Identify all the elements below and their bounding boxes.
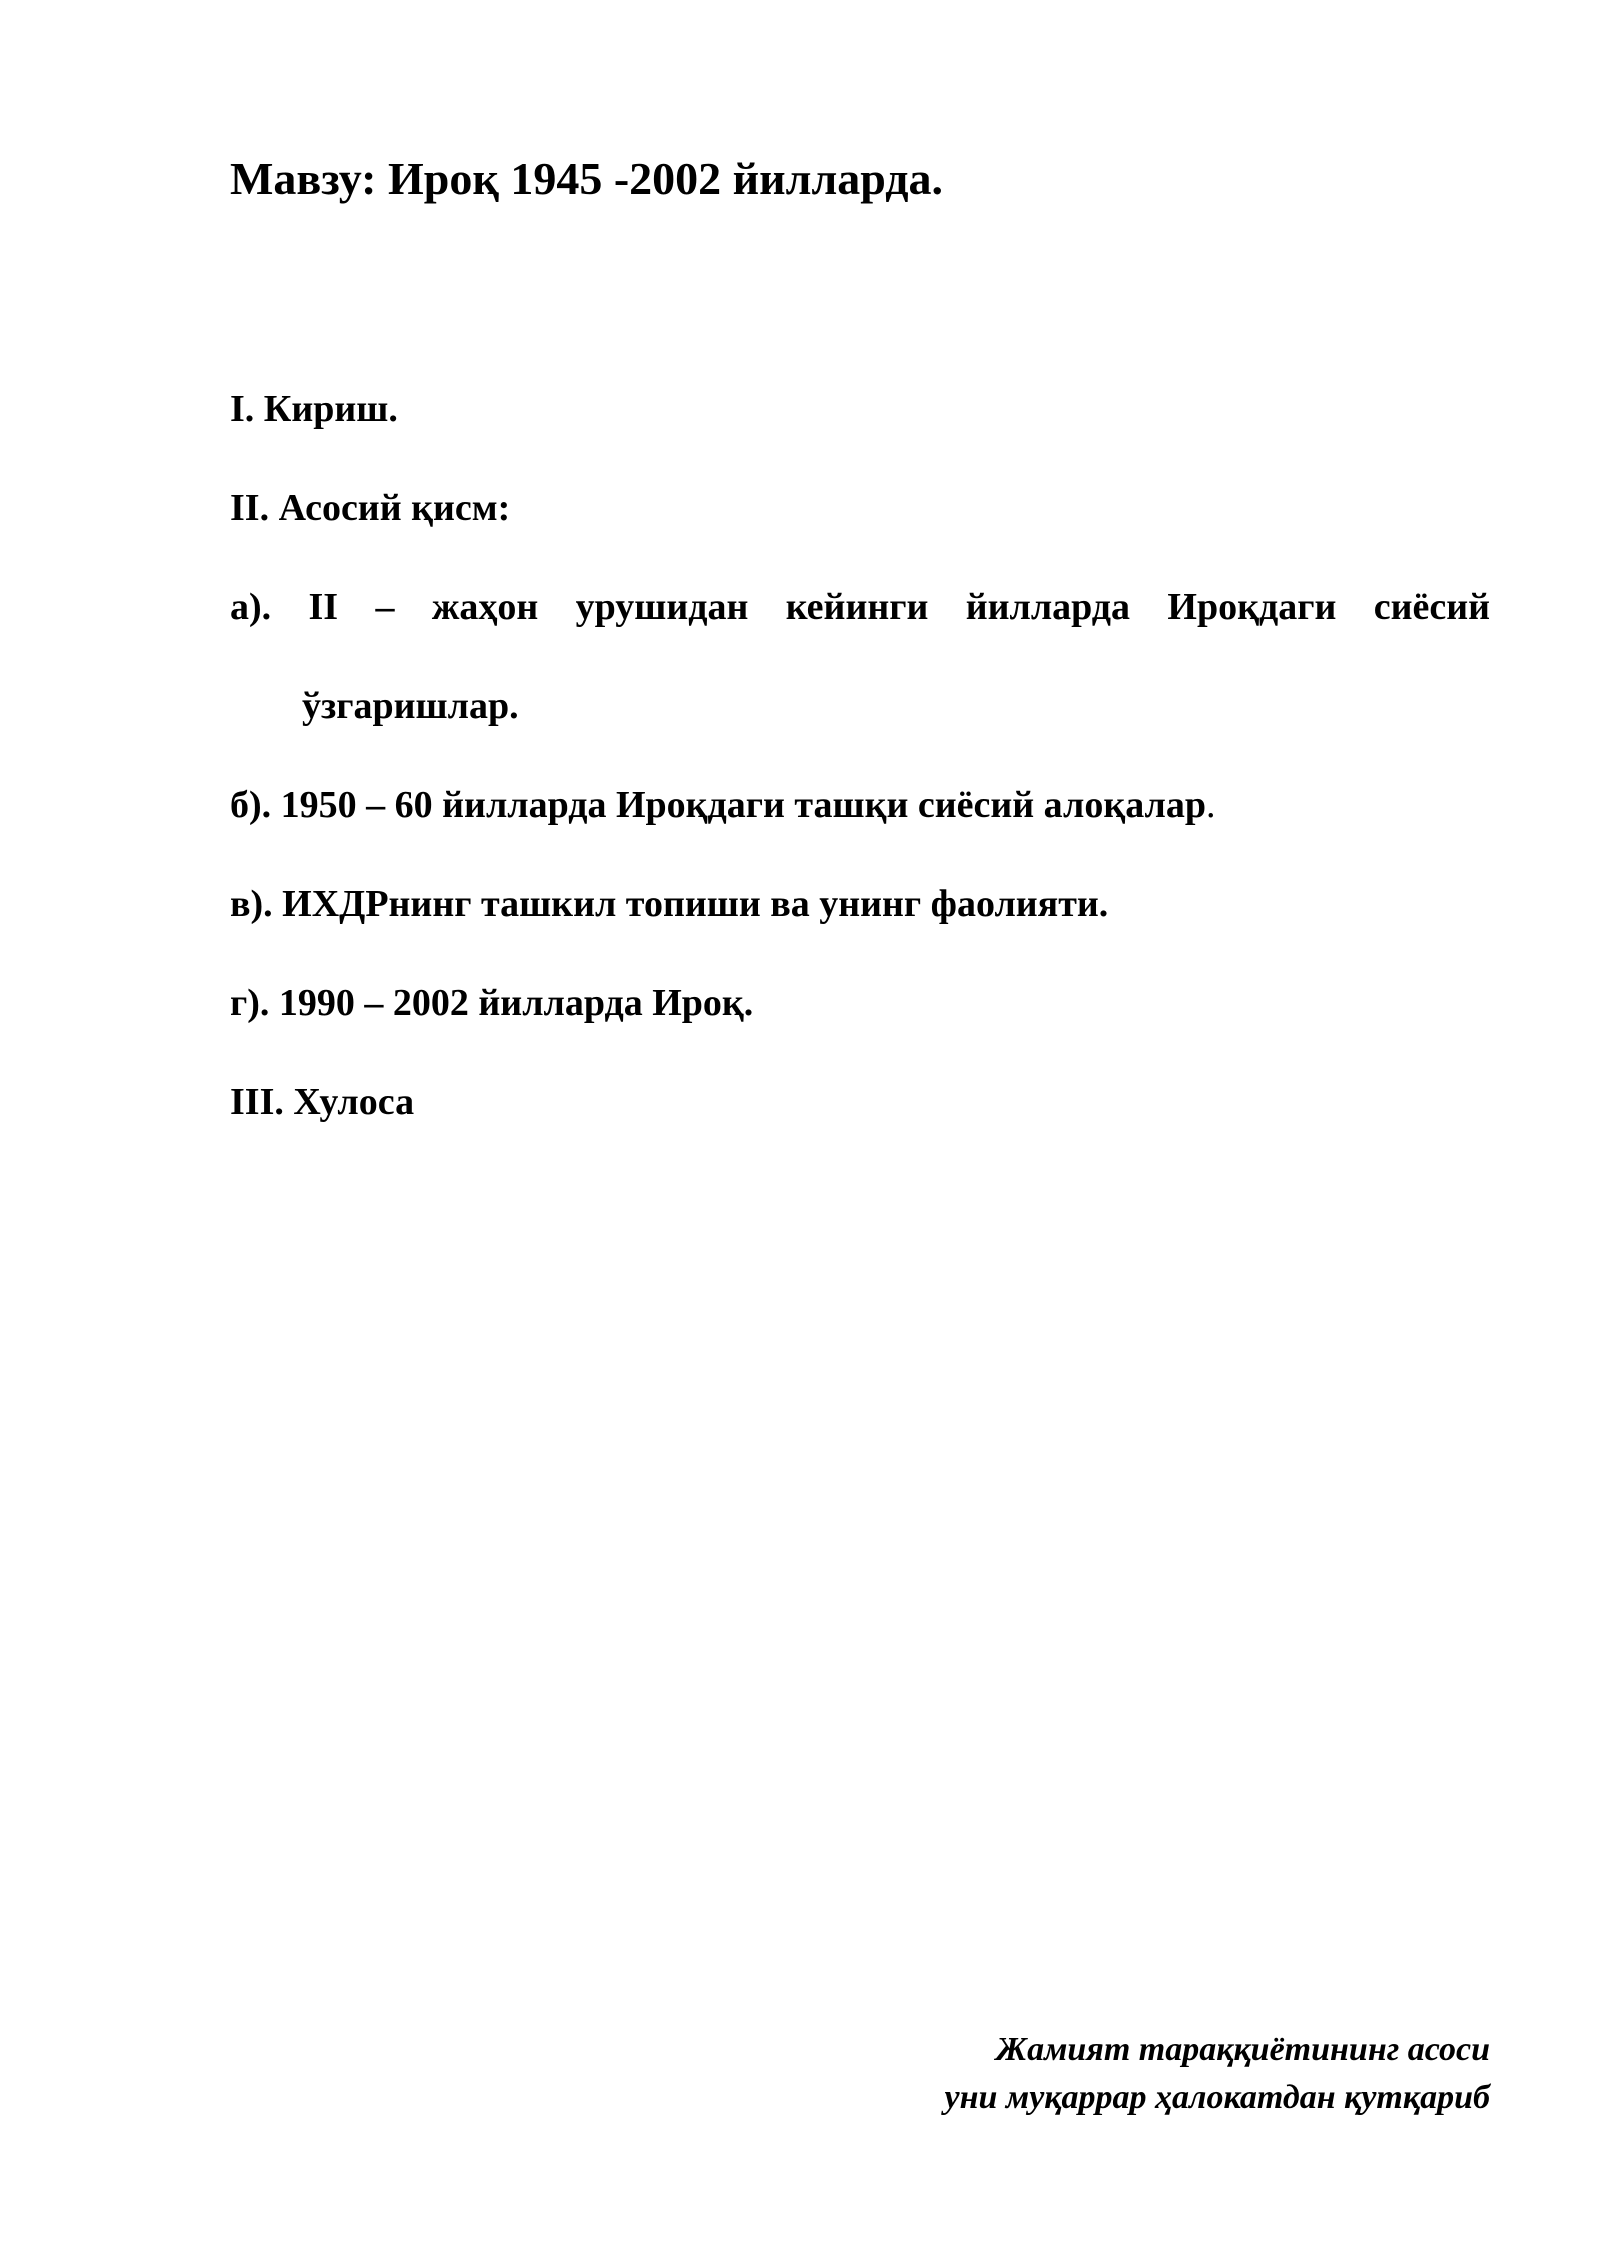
- outline-item-d: г). 1990 – 2002 йилларда Ироқ.: [230, 982, 754, 1024]
- outline-item-b-text: б). 1950 – 60 йилларда Ироқдаги ташқи сиёсий алоқалар: [230, 784, 1207, 826]
- outline-list: [230, 360, 1490, 1152]
- outline-item-c: в). ИХДРнинг ташкил топиши ва унинг фаолияти.: [230, 883, 1109, 925]
- outline-item-a-line2: ўзгаришлар.: [302, 685, 519, 727]
- outline-item-conclusion: III. Хулоса: [230, 1081, 415, 1123]
- outline-item-b-period: .: [1206, 784, 1216, 826]
- document-title: Мавзу: Ироқ 1945 -2002 йилларда.: [230, 153, 944, 204]
- epigraph-line-2: уни муқаррар ҳалокатдан қутқариб: [944, 2079, 1490, 2116]
- outline-item-b: [230, 756, 1490, 855]
- epigraph-line-1: Жамият тараққиётининг асоси: [995, 2031, 1490, 2068]
- outline-item-intro: I. Кириш.: [230, 388, 398, 430]
- outline-item-a-line1: а). II – жаҳон урушидан кейинги йилларда Ироқдаги сиёсий: [230, 586, 1490, 628]
- epigraph: [945, 2026, 1490, 2122]
- outline-item-main-part: II. Асосий қисм:: [230, 487, 511, 529]
